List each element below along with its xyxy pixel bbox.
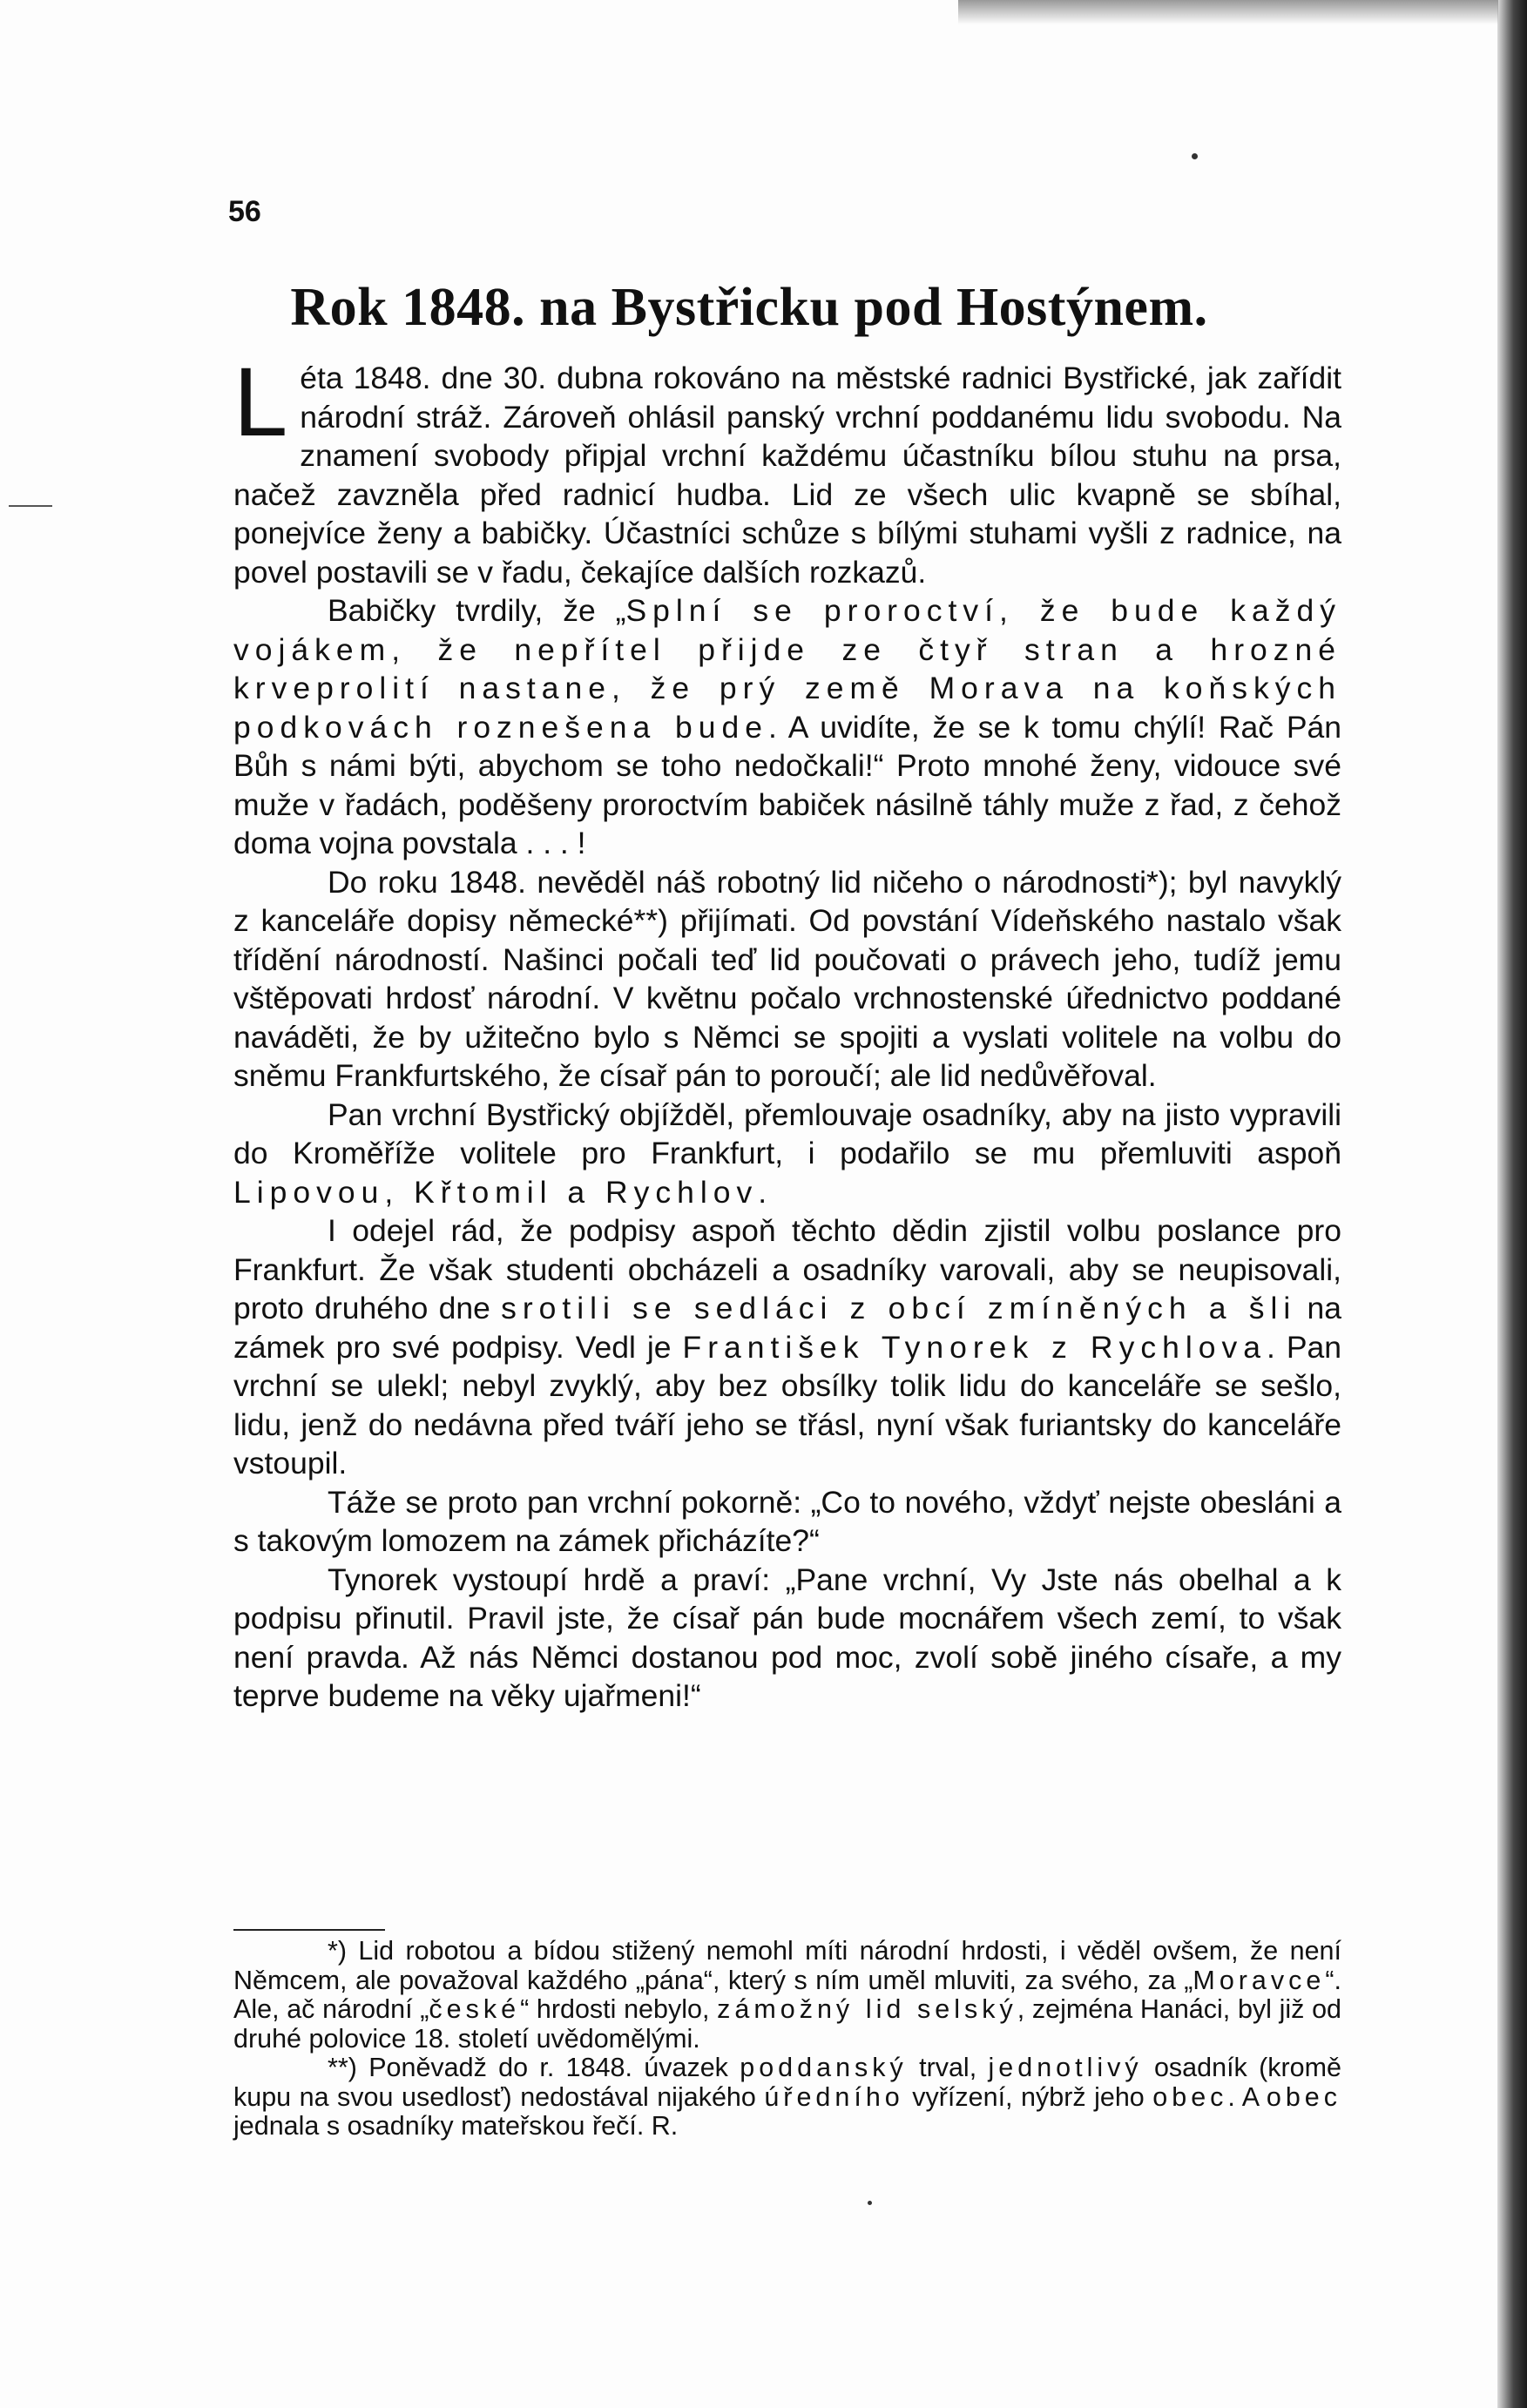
footnote-text: “. Ale, ač národní „ (233, 1965, 1341, 2024)
spaced-text: František Tynorek z Rychlova (682, 1329, 1267, 1365)
drop-cap: L (233, 347, 288, 456)
spaced-text: úředního (764, 2081, 904, 2112)
paragraph-text: Do roku 1848. nevěděl náš robotný lid ničeho o národnosti*); byl navyklý z kanceláře dopisy německé**) přijímati. Od povstání Vídeňského nastalo však třídění národností. Našinci počali teď lid poučovati o právech jeho, tudíž jemu vštěpovati hrdosť národní. V květnu počalo vrchnostenské úřednictvo poddané naváděti, že by užitečno bylo s Němci se spojiti a vyslati volitele na volbu do sněmu Frankfurtského, že císař pán to poroučí; ale lid nedůvěřoval. (233, 864, 1341, 1093)
page-number: 56 (228, 195, 261, 228)
paragraph-7 (233, 1561, 1341, 1716)
footnote-text: vyřízení, nýbrž jeho (903, 2081, 1153, 2112)
footnotes (233, 1937, 1341, 2142)
paragraph-2 (233, 591, 1341, 863)
spaced-text: zámožný lid selský (717, 1994, 1017, 2024)
paragraph-6 (233, 1483, 1341, 1561)
page-title: Rok 1848. na Bystřicku pod Hostýnem. (290, 278, 1208, 337)
spaced-text: poddanský (740, 2053, 908, 2082)
spaced-text: obec (1152, 2081, 1228, 2112)
spaced-text: Moravce (1193, 1965, 1326, 1995)
spaced-text: obec (1266, 2081, 1341, 2112)
paragraph-text: . A uvidíte, že se k tomu chýlí! Rač Pán Bůh s námi býti, abychom se toho nedočkali!“ Proto mnohé ženy, vidouce své muže v řadách, poděšeny proroctvím babiček násilně táhly muže z řad, z čehož doma vojna povstala . . . ! (233, 709, 1341, 860)
paragraph-text: éta 1848. dne 30. dubna rokováno na městské radnici Bystřické, jak zařídit národní stráž. Zároveň ohlásil panský vrchní poddanému lidu svobodu. Na znamení svobody připjal vrchní každému účastníku bílou stuhu na prsa, načež zavzněla před radnicí hudba. Lid ze všech ulic kvapně se sbíhal, ponejvíce ženy a babičky. Účastníci schůze s bílými stuhami vyšli z radnice, na povel postavili se v řadu, čekajíce dalších rozkazů. (233, 361, 1341, 590)
paragraph-text: Babičky tvrdily, že „ (328, 593, 626, 628)
speck-mark (1192, 153, 1198, 159)
paragraph-3 (233, 863, 1341, 1096)
paragraph-text: . (758, 1174, 767, 1210)
paragraph-text: na zámek pro své podpisy. Vedl je (233, 1291, 1341, 1365)
footnote-text: **) Poněvadž do r. 1848. úvazek (328, 2053, 740, 2082)
paragraph-5 (233, 1211, 1341, 1483)
spaced-text: české (429, 1994, 521, 2024)
paragraph-text: I odejel rád, že podpisy aspoň těchto dědin zjistil volbu poslance pro Frankfurt. Že však studenti obcházeli a osadníky varovali, aby se neupisovali, proto druhého dne (233, 1213, 1341, 1325)
paragraph-1 (233, 347, 1341, 591)
speck-mark (868, 2201, 872, 2205)
paragraph-text: Pan vrchní Bystřický objížděl, přemlouvaje osadníky, aby na jisto vypravili do Kroměříže volitele pro Frankfurt, i podařilo se mu přemluviti aspoň (233, 1096, 1341, 1170)
footnote-text: trval, (907, 2053, 989, 2082)
spaced-text: Lipovou, Křtomil a Rychlov (233, 1174, 759, 1210)
footnote-text: *) Lid robotou a bídou stižený nemohl míti národní hrdosti, i věděl ovšem, že není Němcem, ale považoval každého „pána“, který s ním uměl mluviti, za svého, za „ (233, 1936, 1341, 1995)
footnote-text: jednala s osadníky mateřskou řečí. R. (233, 2111, 679, 2141)
spaced-text: jednotlivý (988, 2053, 1143, 2082)
scan-top-shadow (958, 0, 1498, 24)
footnote-text: . A (1227, 2081, 1267, 2112)
article-body (233, 347, 1341, 1716)
footnote-text: “ hrdosti nebylo, (520, 1994, 718, 2024)
footnote-text: osadník (kromě kupu na svou usedlosť) nedostával nijakého (233, 2053, 1341, 2112)
paragraph-text: Tynorek vystoupí hrdě a praví: „Pane vrchní, Vy Jste nás obelhal a k podpisu přinutil. Pravil jste, že císař pán bude mocnářem všech zemí, to však není pravda. Až nás Němci dostanou pod moc, zvolí sobě jiného císaře, a my teprve budeme na věky ujařmeni!“ (233, 1561, 1341, 1713)
margin-mark (9, 505, 52, 507)
footnote-2 (233, 2054, 1341, 2142)
spaced-text: srotili se sedláci z obcí zmíněných a šli (501, 1291, 1297, 1325)
footnote-divider (233, 1929, 385, 1931)
paragraph-4 (233, 1096, 1341, 1212)
paragraph-text: Táže se proto pan vrchní pokorně: „Co to nového, vždyť nejste obesláni a s takovým lomozem na zámek přicházíte?“ (233, 1484, 1341, 1558)
paragraph-text: . Pan vrchní se ulekl; nebyl zvyklý, aby bez obsílky tolik lidu do kanceláře se sešlo, lidu, jenž do nedávna před tváří jeho se třásl, nyní však furiantsky do kanceláře vstoupil. (233, 1329, 1341, 1481)
scan-binding-shadow (1497, 0, 1527, 2408)
footnote-text: , zejména Hanáci, byl již od druhé polovice 18. století uvědomělými. (233, 1994, 1341, 2054)
spaced-text: Splní se proroctví, že bude každý vojákem, že nepřítel přijde ze čtyř stran a hrozné krveprolití nastane, že prý země Morava na koňských podkovách roznešena bude (233, 593, 1341, 745)
footnote-1 (233, 1937, 1341, 2054)
